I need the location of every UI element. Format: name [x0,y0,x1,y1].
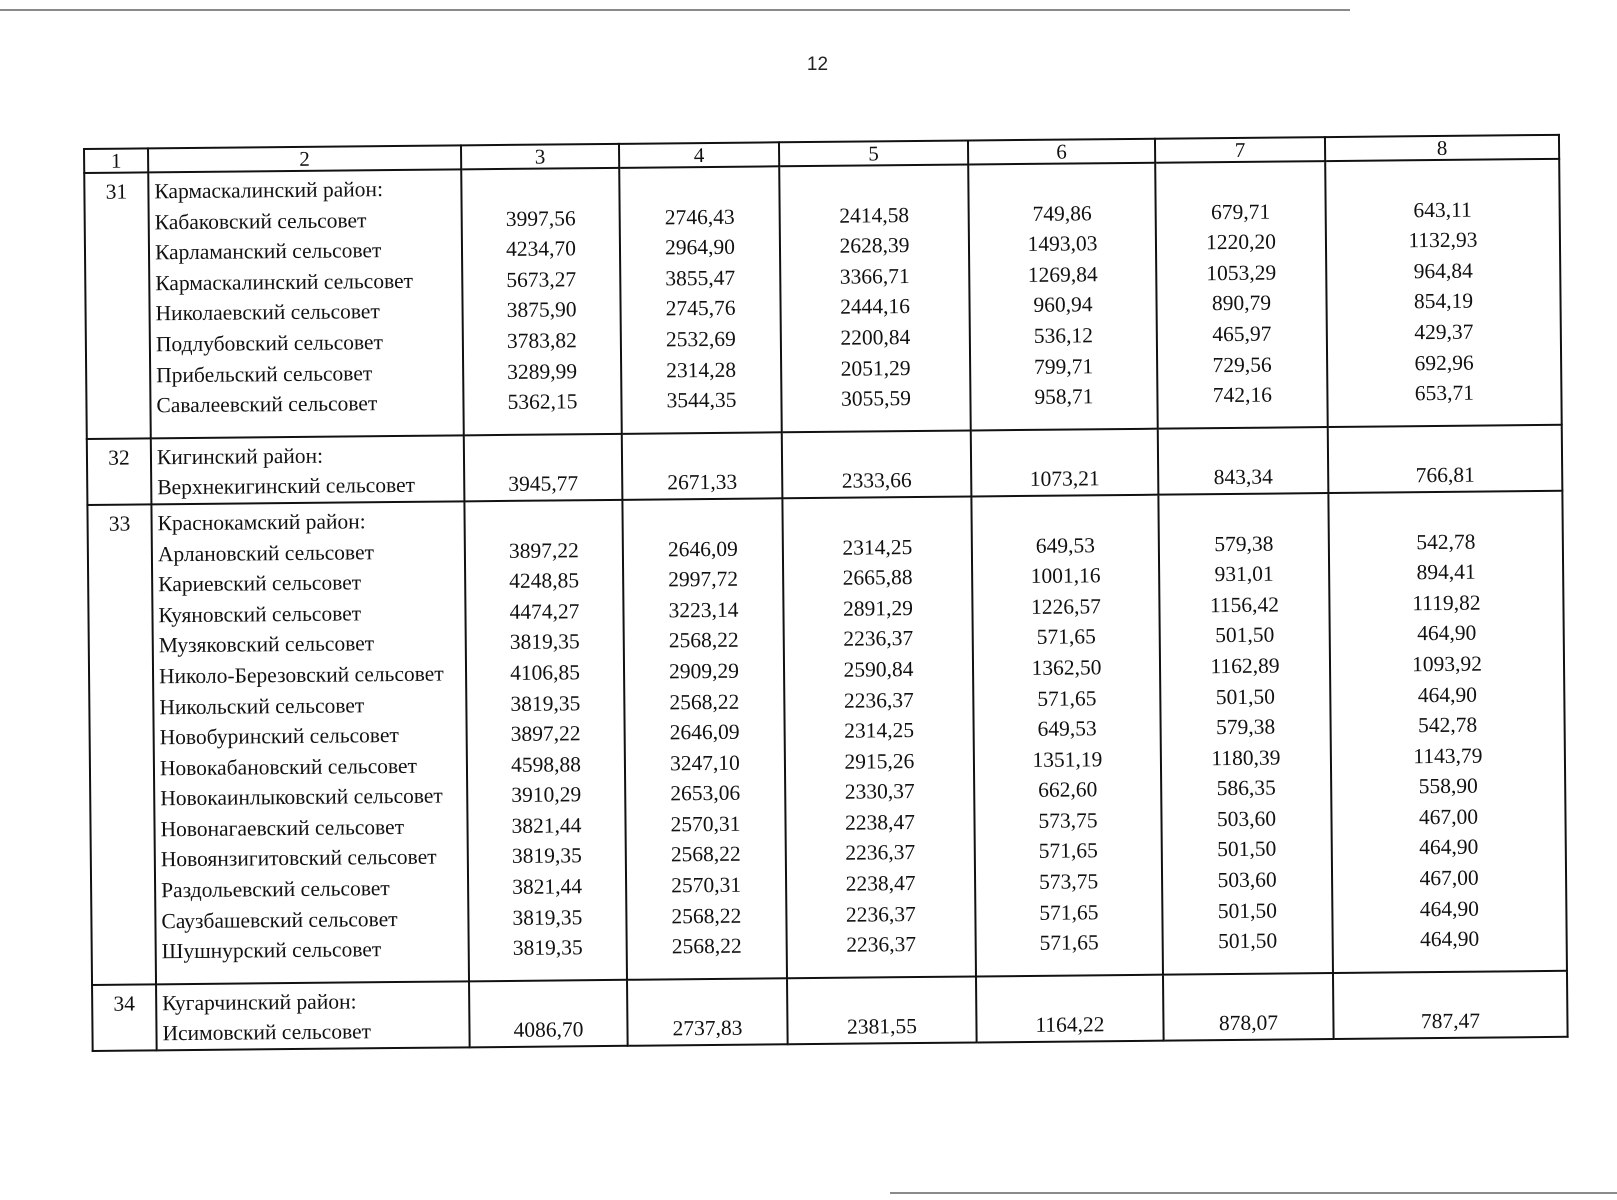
row-number: 32 [87,438,152,505]
table-cell-value: 2646,09 [669,719,740,745]
table-cell-value: 643,11 [1413,197,1472,222]
district-line-spacer [623,502,781,534]
district-line-spacer [462,172,618,204]
table-cell-value: 1226,57 [1030,593,1101,619]
table-cell-value: 3544,35 [666,387,737,413]
table-cell-value: 465,97 [1212,321,1272,347]
scan-edge-line-bottom [890,1192,1617,1194]
value-cell-col-6 [971,495,1163,977]
district-line-spacer [783,500,970,532]
value-cell-col-4 [619,166,782,433]
district-line-spacer [780,169,967,201]
table-cell-value: 542,78 [1417,712,1478,738]
table-cell-value: 653,71 [1414,380,1475,406]
table-cell-value: 503,60 [1217,867,1277,893]
table-cell-value: 1093,92 [1411,651,1483,677]
table-cell-value: 2532,69 [665,326,736,352]
table-cell-value: 1156,42 [1209,592,1280,617]
table-cell-value: 692,96 [1414,350,1474,375]
table-cell-value: 579,38 [1215,714,1276,740]
column-header: 8 [1325,135,1559,161]
district-line-spacer [1164,977,1332,1009]
district-line-spacer [788,980,975,1012]
settlement-name: Новонагаевский сельсовет [160,814,405,842]
table-cell-value: 1053,29 [1206,260,1277,286]
table-cell-value: 1362,50 [1031,655,1102,680]
column-header: 1 [84,148,148,173]
settlement-name: Подлубовский сельсовет [155,330,384,357]
table-cell-value: 579,38 [1214,531,1274,556]
table-cell-value: 2200,84 [840,325,911,350]
page-number: 12 [806,54,829,75]
district-line-spacer [1334,975,1566,1008]
district-line-spacer [969,167,1154,199]
table-cell-value: 1220,20 [1205,229,1277,255]
column-header: 2 [148,145,461,172]
table-cell-value: 894,41 [1416,559,1476,585]
table-cell-value: 3855,47 [665,265,736,291]
table-cell-value: 2745,76 [665,296,736,321]
table-cell-value: 3875,90 [506,297,577,323]
value-cell-col-8 [1328,425,1563,493]
table-cell-value: 501,50 [1215,622,1275,648]
table-cell-value: 4474,27 [509,598,580,624]
table-cell-value: 2381,55 [846,1014,918,1040]
table-cell-value: 3997,56 [505,205,576,231]
value-cell-col-5 [779,165,971,433]
table-cell-value: 3366,71 [839,263,910,289]
settlement-name: Музяковский сельсовет [158,631,375,658]
table-cell-value: 2891,29 [842,595,914,621]
table-cell-value: 571,65 [1038,838,1098,864]
table-cell-value: 3821,44 [511,813,582,838]
table-cell-value: 854,19 [1413,289,1474,314]
row-number: 33 [87,504,156,984]
table-cell-value: 3223,14 [668,597,739,623]
district-line-spacer [977,979,1162,1011]
table-cell-value: 3819,35 [509,629,580,655]
table-cell-value: 2314,25 [842,534,913,560]
district-line-spacer [1159,497,1327,529]
district-name: Кигинский район: [156,443,324,470]
table-cell-value: 2570,31 [670,811,741,837]
value-cell-col-7 [1155,161,1328,428]
table-cell-value: 2444,16 [840,294,911,320]
settlement-name: Верхнекигинский сельсовет [157,473,416,500]
table-cell-value: 467,00 [1418,804,1479,830]
table-cell-value: 464,90 [1419,896,1480,921]
column-header: 6 [968,139,1155,165]
value-cell-col-7 [1163,973,1334,1041]
value-cell-col-3 [461,168,622,435]
settlement-name: Куяновский сельсовет [158,601,362,628]
table-cell-value: 3819,35 [512,935,583,961]
settlement-name: Кабаковский сельсовет [154,207,367,234]
table-cell-value: 3897,22 [508,537,579,563]
table-cell-value: 2915,26 [844,748,915,774]
value-cell-col-8 [1333,971,1568,1039]
table-cell-value: 3910,29 [511,782,582,808]
settlement-name: Раздольевский сельсовет [161,876,390,903]
table-cell-value: 2568,22 [671,933,742,959]
value-cell-col-5 [782,430,972,498]
table-cell-value: 2964,90 [664,234,736,260]
table-cell-value: 573,75 [1038,869,1099,894]
value-cell-col-6 [968,163,1158,431]
table-cell-value: 2568,22 [670,842,741,867]
table-cell-value: 799,71 [1033,353,1094,379]
table-cell-value: 2236,37 [846,932,917,957]
column-header: 4 [619,142,779,168]
table-cell-value: 749,86 [1032,200,1092,226]
settlement-name: Николаевский сельсовет [155,299,380,326]
value-cell-col-7 [1158,493,1333,975]
table-cell-value: 542,78 [1416,529,1476,554]
table-cell-value: 3289,99 [507,358,578,384]
table-cell-value: 2238,47 [844,809,916,835]
value-cell-col-4 [622,432,783,500]
district-name-cell [148,169,464,438]
table-cell-value: 1493,03 [1027,231,1098,257]
table-cell-value: 3821,44 [512,874,583,899]
value-cell-col-8 [1328,491,1567,973]
district-line-spacer [470,984,626,1016]
table-cell-value: 2236,37 [845,840,916,866]
table-cell-value: 2330,37 [844,779,915,804]
table-cell-value: 2236,37 [843,626,914,652]
table-cell-value: 729,56 [1212,352,1272,377]
table-cell-value: 464,90 [1417,682,1477,707]
district-line-spacer [783,434,970,466]
district-line-spacer [465,504,621,536]
value-cell-col-3 [469,980,628,1048]
table-cell-value: 878,07 [1218,1011,1279,1036]
value-cell-col-8 [1325,159,1562,427]
table-cell-value: 2238,47 [845,871,916,896]
settlement-name: Кариевский сельсовет [158,570,362,597]
table-cell-value: 679,71 [1210,199,1271,224]
district-line-spacer [465,438,621,470]
table-cell-value: 1269,84 [1027,262,1098,287]
table-cell-value: 2997,72 [668,566,739,592]
table-cell-value: 4598,88 [510,751,581,777]
table-cell-value: 464,90 [1419,835,1479,860]
table-cell-value: 2568,22 [671,903,742,929]
table-cell-value: 4106,85 [510,660,581,685]
table-cell-value: 4248,85 [509,568,580,594]
budget-table [83,134,1569,1052]
settlement-name: Новокабановский сельсовет [159,753,418,780]
value-cell-col-5 [782,496,976,978]
district-line-spacer [628,982,786,1014]
table-cell-value: 429,37 [1414,319,1474,345]
table-cell-value: 2568,22 [668,628,739,653]
table-cell-value: 2737,83 [672,1016,743,1041]
table-cell-value: 742,16 [1212,382,1273,408]
row-number: 34 [92,984,157,1051]
table-cell-value: 1162,89 [1210,653,1280,679]
district-line-spacer [972,499,1157,531]
table-cell-value: 2333,66 [841,468,912,494]
table-cell-value: 649,53 [1035,532,1096,558]
table-cell-value: 501,50 [1217,898,1278,923]
district-line-spacer [1329,429,1561,462]
scan-edge-line-top [0,9,1350,11]
settlement-name: Карламанский сельсовет [154,238,382,265]
settlement-name: Исимовский сельсовет [162,1019,372,1046]
table-cell-value: 573,75 [1038,808,1098,833]
table-cell-value: 3897,22 [510,721,581,747]
settlement-name: Шушнурский сельсовет [161,937,382,964]
table-cell-value: 2671,33 [667,470,738,495]
settlement-name: Новокаинлыковский сельсовет [160,783,443,811]
table-cell-value: 958,71 [1034,384,1094,410]
settlement-name: Савалеевский сельсовет [156,391,378,418]
settlement-name: Новобуринский сельсовет [159,723,399,750]
table-cell-value: 3819,35 [510,690,581,716]
table-cell-value: 3819,35 [512,904,583,930]
table-cell-value: 501,50 [1215,684,1275,709]
table-cell-value: 2570,31 [671,872,742,898]
table-cell-value: 501,50 [1217,928,1278,954]
district-line-spacer [1329,495,1561,528]
district-line-spacer [1326,163,1558,196]
column-header: 3 [461,144,619,170]
district-name-cell [156,981,470,1050]
table-body [84,135,1568,1051]
settlement-name: Арлановский сельсовет [157,539,375,566]
table-cell-value: 571,65 [1036,624,1096,650]
table-cell-value: 464,90 [1417,620,1477,646]
settlement-name: Саузбашевский сельсовет [161,906,398,933]
table-cell-value: 960,94 [1033,292,1093,318]
district-line-spacer [620,170,778,202]
table-cell-value: 1132,93 [1408,227,1478,253]
table-cell-value: 2314,25 [844,718,915,743]
group-bottom-padding [162,964,468,983]
value-cell-col-6 [976,975,1164,1043]
settlement-name: Николо-Березовский сельсовет [158,661,444,689]
district-name-cell [151,435,465,504]
table-cell-value: 2746,43 [664,204,735,230]
table-cell-value: 2568,22 [669,689,740,714]
group-bottom-padding [157,418,463,437]
table-cell-value: 931,01 [1214,561,1274,587]
district-name: Краснокамский район: [157,509,366,536]
table-cell-value: 2653,06 [670,781,741,806]
table-cell-value: 503,60 [1216,806,1277,832]
table-cell-value: 1001,16 [1030,563,1101,589]
table-cell-value: 2590,84 [843,656,914,682]
value-cell-col-3 [464,434,623,502]
table-cell-value: 2414,58 [839,202,910,228]
settlement-name: Никольский сельсовет [159,692,365,719]
table-cell-value: 571,65 [1039,930,1099,956]
value-cell-col-4 [622,498,787,979]
table-cell-value: 4086,70 [513,1017,584,1043]
district-line-spacer [623,436,781,468]
table-cell-value: 2236,37 [843,687,914,713]
table-cell-value: 2236,37 [845,901,916,927]
district-group-row [84,159,1561,439]
settlement-name: Прибельский сельсовет [156,360,373,387]
district-group-row [87,491,1567,985]
table-cell-value: 843,34 [1213,464,1273,490]
table-cell-value: 3783,82 [506,328,577,353]
table-cell-value: 890,79 [1211,290,1272,316]
row-number: 31 [84,172,151,438]
column-header: 7 [1155,137,1325,163]
district-line-spacer [1159,431,1327,463]
table-cell-value: 1164,22 [1035,1012,1105,1038]
table-cell-value: 2314,28 [666,357,737,382]
value-cell-col-6 [971,428,1159,496]
table-cell-value: 1119,82 [1412,590,1481,615]
table-cell-value: 467,00 [1419,865,1479,891]
table-cell-value: 1143,79 [1413,743,1483,768]
table-cell-value: 4234,70 [505,236,577,262]
value-cell-col-5 [787,976,977,1044]
table-cell-value: 501,50 [1217,837,1277,862]
value-cell-col-4 [627,978,788,1046]
table-container [83,134,1569,1052]
table-cell-value: 558,90 [1418,773,1478,799]
value-cell-col-7 [1158,427,1329,495]
district-name: Кармаскалинский район: [154,177,384,204]
table-cell-value: 3055,59 [840,386,911,411]
table-cell-value: 649,53 [1037,716,1097,741]
table-cell-value: 536,12 [1033,323,1094,348]
table-cell-value: 766,81 [1415,462,1475,488]
table-cell-value: 787,47 [1420,1009,1481,1034]
table-cell-value: 2628,39 [839,233,910,258]
table-cell-value: 1180,39 [1211,745,1281,770]
table-cell-value: 571,65 [1039,899,1099,925]
table-cell-value: 3945,77 [508,471,579,497]
table-cell-value: 5362,15 [507,389,578,415]
table-cell-value: 2646,09 [667,536,738,561]
table-cell-value: 2909,29 [668,658,740,684]
table-cell-value: 2051,29 [840,355,911,381]
column-header: 5 [779,141,968,167]
table-cell-value: 964,84 [1413,258,1473,284]
table-cell-value: 571,65 [1037,685,1097,711]
table-cell-value: 5673,27 [506,267,577,292]
table-cell-value: 3819,35 [511,843,582,869]
district-group-row [92,971,1568,1051]
table-cell-value: 1351,19 [1032,746,1103,772]
table-cell-value: 662,60 [1038,777,1098,803]
table-cell-value: 1073,21 [1029,466,1100,492]
table-cell-value: 3247,10 [669,750,740,776]
district-name-cell [151,501,469,984]
district-line-spacer [1156,165,1324,197]
table-cell-value: 464,90 [1419,926,1480,952]
district-line-spacer [972,432,1157,464]
district-name: Кугарчинский район: [162,989,357,1016]
table-cell-value: 2665,88 [842,565,913,590]
settlement-name: Кармаскалинский сельсовет [155,268,414,296]
table-cell-value: 586,35 [1216,775,1276,801]
value-cell-col-3 [464,500,627,981]
settlement-name: Новоянзигитовский сельсовет [160,845,437,872]
